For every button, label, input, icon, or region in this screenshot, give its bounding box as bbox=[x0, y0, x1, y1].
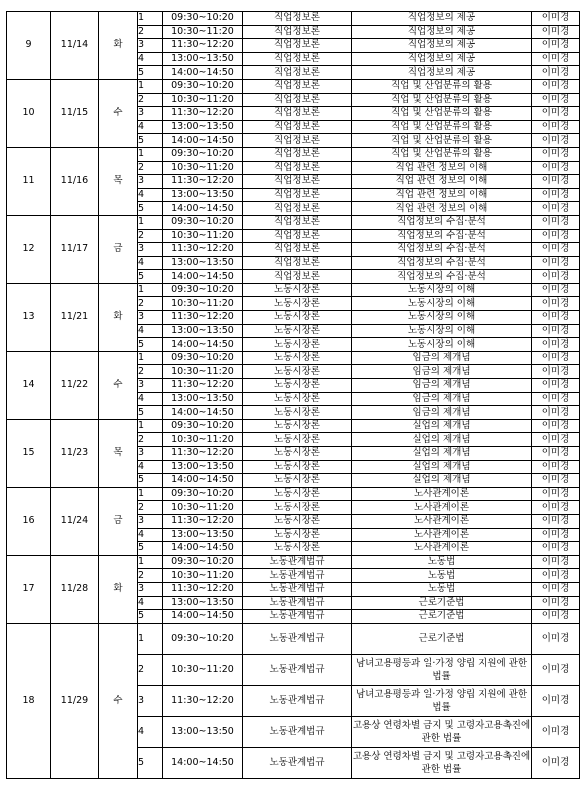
lesson-topic: 실업의 제개념 bbox=[352, 474, 532, 488]
lesson-topic: 직업 및 산업분류의 활용 bbox=[352, 147, 532, 161]
lesson-topic: 직업정보의 수집·분석 bbox=[352, 229, 532, 243]
instructor-name: 이미경 bbox=[532, 528, 580, 542]
lesson-topic: 노사관계이론 bbox=[352, 487, 532, 501]
instructor-name: 이미경 bbox=[532, 175, 580, 189]
lesson-topic: 노사관계이론 bbox=[352, 542, 532, 556]
instructor-name: 이미경 bbox=[532, 25, 580, 39]
subject-name: 노동관계법규 bbox=[243, 610, 352, 624]
instructor-name: 이미경 bbox=[532, 392, 580, 406]
period-number: 4 bbox=[138, 324, 163, 338]
table-row bbox=[7, 555, 580, 569]
period-number: 1 bbox=[138, 12, 163, 26]
period-number: 2 bbox=[138, 433, 163, 447]
lesson-topic: 직업 및 산업분류의 활용 bbox=[352, 107, 532, 121]
lesson-topic: 노동시장의 이해 bbox=[352, 311, 532, 325]
instructor-name: 이미경 bbox=[532, 202, 580, 216]
period-number: 5 bbox=[138, 474, 163, 488]
time-range: 10:30~11:20 bbox=[163, 365, 243, 379]
instructor-name: 이미경 bbox=[532, 542, 580, 556]
subject-name: 노동관계법규 bbox=[243, 596, 352, 610]
lesson-topic: 직업 관련 정보의 이해 bbox=[352, 161, 532, 175]
period-number: 1 bbox=[138, 419, 163, 433]
instructor-name: 이미경 bbox=[532, 39, 580, 53]
instructor-name: 이미경 bbox=[532, 311, 580, 325]
time-range: 09:30~10:20 bbox=[163, 623, 243, 654]
time-range: 09:30~10:20 bbox=[163, 487, 243, 501]
instructor-name: 이미경 bbox=[532, 107, 580, 121]
period-number: 3 bbox=[138, 107, 163, 121]
session-number: 18 bbox=[7, 623, 51, 778]
instructor-name: 이미경 bbox=[532, 514, 580, 528]
lesson-topic: 임금의 제개념 bbox=[352, 365, 532, 379]
subject-name: 노동시장론 bbox=[243, 392, 352, 406]
instructor-name: 이미경 bbox=[532, 147, 580, 161]
period-number: 2 bbox=[138, 654, 163, 685]
time-range: 13:00~13:50 bbox=[163, 256, 243, 270]
subject-name: 직업정보론 bbox=[243, 120, 352, 134]
time-range: 10:30~11:20 bbox=[163, 161, 243, 175]
subject-name: 노동시장론 bbox=[243, 528, 352, 542]
subject-name: 직업정보론 bbox=[243, 52, 352, 66]
lesson-topic: 실업의 제개념 bbox=[352, 419, 532, 433]
lesson-topic: 노동시장의 이해 bbox=[352, 283, 532, 297]
time-range: 14:00~14:50 bbox=[163, 474, 243, 488]
subject-name: 노동시장론 bbox=[243, 419, 352, 433]
session-date: 11/17 bbox=[51, 215, 99, 283]
subject-name: 노동관계법규 bbox=[243, 582, 352, 596]
session-number: 11 bbox=[7, 147, 51, 215]
instructor-name: 이미경 bbox=[532, 338, 580, 352]
period-number: 5 bbox=[138, 747, 163, 778]
subject-name: 직업정보론 bbox=[243, 161, 352, 175]
subject-name: 직업정보론 bbox=[243, 215, 352, 229]
instructor-name: 이미경 bbox=[532, 365, 580, 379]
subject-name: 노동시장론 bbox=[243, 338, 352, 352]
table-row bbox=[7, 487, 580, 501]
subject-name: 노동관계법규 bbox=[243, 685, 352, 716]
time-range: 13:00~13:50 bbox=[163, 460, 243, 474]
subject-name: 노동시장론 bbox=[243, 474, 352, 488]
instructor-name: 이미경 bbox=[532, 79, 580, 93]
subject-name: 직업정보론 bbox=[243, 107, 352, 121]
time-range: 09:30~10:20 bbox=[163, 12, 243, 26]
lesson-topic: 직업 및 산업분류의 활용 bbox=[352, 93, 532, 107]
session-weekday: 화 bbox=[99, 555, 138, 623]
period-number: 2 bbox=[138, 297, 163, 311]
schedule-table bbox=[6, 11, 580, 779]
instructor-name: 이미경 bbox=[532, 406, 580, 420]
period-number: 2 bbox=[138, 93, 163, 107]
time-range: 13:00~13:50 bbox=[163, 120, 243, 134]
instructor-name: 이미경 bbox=[532, 379, 580, 393]
session-date: 11/21 bbox=[51, 283, 99, 351]
time-range: 09:30~10:20 bbox=[163, 351, 243, 365]
lesson-topic: 근로기준법 bbox=[352, 610, 532, 624]
lesson-topic: 직업정보의 수집·분석 bbox=[352, 243, 532, 257]
instructor-name: 이미경 bbox=[532, 256, 580, 270]
period-number: 5 bbox=[138, 202, 163, 216]
table-row bbox=[7, 79, 580, 93]
subject-name: 노동시장론 bbox=[243, 324, 352, 338]
instructor-name: 이미경 bbox=[532, 297, 580, 311]
period-number: 5 bbox=[138, 406, 163, 420]
instructor-name: 이미경 bbox=[532, 243, 580, 257]
period-number: 1 bbox=[138, 555, 163, 569]
lesson-topic: 노동시장의 이해 bbox=[352, 324, 532, 338]
period-number: 1 bbox=[138, 283, 163, 297]
time-range: 14:00~14:50 bbox=[163, 747, 243, 778]
period-number: 5 bbox=[138, 542, 163, 556]
instructor-name: 이미경 bbox=[532, 654, 580, 685]
time-range: 14:00~14:50 bbox=[163, 270, 243, 284]
lesson-topic: 직업 관련 정보의 이해 bbox=[352, 175, 532, 189]
lesson-topic: 노동법 bbox=[352, 582, 532, 596]
lesson-topic: 임금의 제개념 bbox=[352, 392, 532, 406]
subject-name: 노동관계법규 bbox=[243, 716, 352, 747]
instructor-name: 이미경 bbox=[532, 596, 580, 610]
subject-name: 노동시장론 bbox=[243, 542, 352, 556]
period-number: 4 bbox=[138, 596, 163, 610]
session-weekday: 금 bbox=[99, 215, 138, 283]
subject-name: 노동시장론 bbox=[243, 311, 352, 325]
subject-name: 노동시장론 bbox=[243, 433, 352, 447]
period-number: 3 bbox=[138, 514, 163, 528]
session-date: 11/22 bbox=[51, 351, 99, 419]
period-number: 3 bbox=[138, 311, 163, 325]
subject-name: 직업정보론 bbox=[243, 202, 352, 216]
subject-name: 직업정보론 bbox=[243, 12, 352, 26]
lesson-topic: 직업 및 산업분류의 활용 bbox=[352, 134, 532, 148]
session-weekday: 수 bbox=[99, 351, 138, 419]
session-date: 11/14 bbox=[51, 12, 99, 80]
instructor-name: 이미경 bbox=[532, 270, 580, 284]
instructor-name: 이미경 bbox=[532, 487, 580, 501]
instructor-name: 이미경 bbox=[532, 324, 580, 338]
subject-name: 노동시장론 bbox=[243, 379, 352, 393]
lesson-topic: 노동시장의 이해 bbox=[352, 297, 532, 311]
time-range: 11:30~12:20 bbox=[163, 514, 243, 528]
session-date: 11/28 bbox=[51, 555, 99, 623]
period-number: 1 bbox=[138, 623, 163, 654]
session-number: 14 bbox=[7, 351, 51, 419]
period-number: 3 bbox=[138, 379, 163, 393]
time-range: 13:00~13:50 bbox=[163, 716, 243, 747]
subject-name: 노동시장론 bbox=[243, 487, 352, 501]
table-row bbox=[7, 215, 580, 229]
period-number: 1 bbox=[138, 79, 163, 93]
lesson-topic: 실업의 제개념 bbox=[352, 433, 532, 447]
session-date: 11/16 bbox=[51, 147, 99, 215]
period-number: 2 bbox=[138, 229, 163, 243]
period-number: 4 bbox=[138, 120, 163, 134]
instructor-name: 이미경 bbox=[532, 161, 580, 175]
time-range: 11:30~12:20 bbox=[163, 243, 243, 257]
lesson-topic: 직업정보의 제공 bbox=[352, 66, 532, 80]
subject-name: 직업정보론 bbox=[243, 79, 352, 93]
instructor-name: 이미경 bbox=[532, 460, 580, 474]
lesson-topic: 직업정보의 수집·분석 bbox=[352, 256, 532, 270]
period-number: 4 bbox=[138, 256, 163, 270]
period-number: 2 bbox=[138, 161, 163, 175]
session-weekday: 목 bbox=[99, 147, 138, 215]
instructor-name: 이미경 bbox=[532, 716, 580, 747]
subject-name: 직업정보론 bbox=[243, 229, 352, 243]
lesson-topic: 남녀고용평등과 일·가정 양립 지원에 관한 법률 bbox=[352, 654, 532, 685]
period-number: 4 bbox=[138, 188, 163, 202]
instructor-name: 이미경 bbox=[532, 120, 580, 134]
instructor-name: 이미경 bbox=[532, 188, 580, 202]
lesson-topic: 노동시장의 이해 bbox=[352, 338, 532, 352]
subject-name: 직업정보론 bbox=[243, 175, 352, 189]
session-date: 11/15 bbox=[51, 79, 99, 147]
subject-name: 직업정보론 bbox=[243, 188, 352, 202]
lesson-topic: 직업정보의 제공 bbox=[352, 12, 532, 26]
time-range: 14:00~14:50 bbox=[163, 66, 243, 80]
session-number: 9 bbox=[7, 12, 51, 80]
session-number: 17 bbox=[7, 555, 51, 623]
lesson-topic: 남녀고용평등과 일·가정 양립 지원에 관한 법률 bbox=[352, 685, 532, 716]
time-range: 11:30~12:20 bbox=[163, 175, 243, 189]
instructor-name: 이미경 bbox=[532, 582, 580, 596]
subject-name: 직업정보론 bbox=[243, 93, 352, 107]
period-number: 3 bbox=[138, 685, 163, 716]
period-number: 2 bbox=[138, 365, 163, 379]
period-number: 4 bbox=[138, 460, 163, 474]
session-weekday: 목 bbox=[99, 419, 138, 487]
period-number: 4 bbox=[138, 52, 163, 66]
lesson-topic: 근로기준법 bbox=[352, 623, 532, 654]
subject-name: 노동시장론 bbox=[243, 365, 352, 379]
lesson-topic: 노사관계이론 bbox=[352, 501, 532, 515]
time-range: 09:30~10:20 bbox=[163, 419, 243, 433]
period-number: 5 bbox=[138, 66, 163, 80]
subject-name: 노동시장론 bbox=[243, 501, 352, 515]
instructor-name: 이미경 bbox=[532, 474, 580, 488]
time-range: 09:30~10:20 bbox=[163, 283, 243, 297]
instructor-name: 이미경 bbox=[532, 351, 580, 365]
time-range: 14:00~14:50 bbox=[163, 406, 243, 420]
time-range: 14:00~14:50 bbox=[163, 202, 243, 216]
time-range: 13:00~13:50 bbox=[163, 52, 243, 66]
instructor-name: 이미경 bbox=[532, 12, 580, 26]
period-number: 2 bbox=[138, 25, 163, 39]
subject-name: 직업정보론 bbox=[243, 25, 352, 39]
lesson-topic: 임금의 제개념 bbox=[352, 406, 532, 420]
lesson-topic: 임금의 제개념 bbox=[352, 379, 532, 393]
table-row bbox=[7, 351, 580, 365]
lesson-topic: 실업의 제개념 bbox=[352, 447, 532, 461]
session-date: 11/24 bbox=[51, 487, 99, 555]
subject-name: 직업정보론 bbox=[243, 270, 352, 284]
lesson-topic: 직업정보의 제공 bbox=[352, 39, 532, 53]
time-range: 10:30~11:20 bbox=[163, 501, 243, 515]
time-range: 11:30~12:20 bbox=[163, 582, 243, 596]
lesson-topic: 직업 및 산업분류의 활용 bbox=[352, 79, 532, 93]
subject-name: 직업정보론 bbox=[243, 39, 352, 53]
time-range: 11:30~12:20 bbox=[163, 107, 243, 121]
lesson-topic: 직업 관련 정보의 이해 bbox=[352, 188, 532, 202]
session-date: 11/29 bbox=[51, 623, 99, 778]
lesson-topic: 근로기준법 bbox=[352, 596, 532, 610]
period-number: 3 bbox=[138, 447, 163, 461]
time-range: 11:30~12:20 bbox=[163, 379, 243, 393]
time-range: 13:00~13:50 bbox=[163, 596, 243, 610]
session-date: 11/23 bbox=[51, 419, 99, 487]
period-number: 3 bbox=[138, 175, 163, 189]
lesson-topic: 실업의 제개념 bbox=[352, 460, 532, 474]
period-number: 4 bbox=[138, 716, 163, 747]
table-row bbox=[7, 283, 580, 297]
time-range: 10:30~11:20 bbox=[163, 433, 243, 447]
time-range: 10:30~11:20 bbox=[163, 25, 243, 39]
period-number: 5 bbox=[138, 134, 163, 148]
period-number: 2 bbox=[138, 501, 163, 515]
time-range: 13:00~13:50 bbox=[163, 188, 243, 202]
period-number: 5 bbox=[138, 610, 163, 624]
time-range: 11:30~12:20 bbox=[163, 447, 243, 461]
subject-name: 노동시장론 bbox=[243, 514, 352, 528]
time-range: 14:00~14:50 bbox=[163, 610, 243, 624]
period-number: 1 bbox=[138, 147, 163, 161]
instructor-name: 이미경 bbox=[532, 623, 580, 654]
instructor-name: 이미경 bbox=[532, 134, 580, 148]
subject-name: 직업정보론 bbox=[243, 134, 352, 148]
period-number: 1 bbox=[138, 351, 163, 365]
lesson-topic: 노사관계이론 bbox=[352, 514, 532, 528]
time-range: 09:30~10:20 bbox=[163, 147, 243, 161]
time-range: 13:00~13:50 bbox=[163, 392, 243, 406]
table-row bbox=[7, 12, 580, 26]
instructor-name: 이미경 bbox=[532, 283, 580, 297]
time-range: 11:30~12:20 bbox=[163, 685, 243, 716]
subject-name: 노동시장론 bbox=[243, 406, 352, 420]
time-range: 14:00~14:50 bbox=[163, 134, 243, 148]
time-range: 10:30~11:20 bbox=[163, 93, 243, 107]
table-row bbox=[7, 623, 580, 654]
subject-name: 노동시장론 bbox=[243, 460, 352, 474]
instructor-name: 이미경 bbox=[532, 93, 580, 107]
subject-name: 직업정보론 bbox=[243, 147, 352, 161]
lesson-topic: 직업 및 산업분류의 활용 bbox=[352, 120, 532, 134]
subject-name: 노동관계법규 bbox=[243, 654, 352, 685]
subject-name: 직업정보론 bbox=[243, 256, 352, 270]
instructor-name: 이미경 bbox=[532, 747, 580, 778]
lesson-topic: 고용상 연령차별 금지 및 고령자고용촉진에 관한 법률 bbox=[352, 716, 532, 747]
session-weekday: 수 bbox=[99, 79, 138, 147]
time-range: 09:30~10:20 bbox=[163, 555, 243, 569]
lesson-topic: 직업 관련 정보의 이해 bbox=[352, 202, 532, 216]
instructor-name: 이미경 bbox=[532, 229, 580, 243]
schedule-body bbox=[7, 12, 580, 779]
time-range: 10:30~11:20 bbox=[163, 297, 243, 311]
subject-name: 직업정보론 bbox=[243, 66, 352, 80]
subject-name: 노동관계법규 bbox=[243, 623, 352, 654]
instructor-name: 이미경 bbox=[532, 66, 580, 80]
instructor-name: 이미경 bbox=[532, 419, 580, 433]
session-number: 10 bbox=[7, 79, 51, 147]
session-number: 15 bbox=[7, 419, 51, 487]
period-number: 1 bbox=[138, 215, 163, 229]
session-weekday: 수 bbox=[99, 623, 138, 778]
time-range: 14:00~14:50 bbox=[163, 542, 243, 556]
period-number: 3 bbox=[138, 243, 163, 257]
session-weekday: 화 bbox=[99, 283, 138, 351]
session-number: 12 bbox=[7, 215, 51, 283]
time-range: 11:30~12:20 bbox=[163, 311, 243, 325]
lesson-topic: 노사관계이론 bbox=[352, 528, 532, 542]
lesson-topic: 노동법 bbox=[352, 555, 532, 569]
period-number: 3 bbox=[138, 39, 163, 53]
time-range: 10:30~11:20 bbox=[163, 654, 243, 685]
subject-name: 노동관계법규 bbox=[243, 747, 352, 778]
lesson-topic: 노동법 bbox=[352, 569, 532, 583]
time-range: 14:00~14:50 bbox=[163, 338, 243, 352]
time-range: 13:00~13:50 bbox=[163, 528, 243, 542]
time-range: 13:00~13:50 bbox=[163, 324, 243, 338]
subject-name: 노동시장론 bbox=[243, 351, 352, 365]
period-number: 3 bbox=[138, 582, 163, 596]
lesson-topic: 고용상 연령차별 금지 및 고령자고용촉진에 관한 법률 bbox=[352, 747, 532, 778]
period-number: 5 bbox=[138, 270, 163, 284]
period-number: 5 bbox=[138, 338, 163, 352]
lesson-topic: 임금의 제개념 bbox=[352, 351, 532, 365]
instructor-name: 이미경 bbox=[532, 685, 580, 716]
subject-name: 노동시장론 bbox=[243, 447, 352, 461]
instructor-name: 이미경 bbox=[532, 52, 580, 66]
time-range: 10:30~11:20 bbox=[163, 229, 243, 243]
subject-name: 노동시장론 bbox=[243, 283, 352, 297]
table-row bbox=[7, 419, 580, 433]
subject-name: 노동시장론 bbox=[243, 297, 352, 311]
subject-name: 노동관계법규 bbox=[243, 555, 352, 569]
instructor-name: 이미경 bbox=[532, 433, 580, 447]
subject-name: 직업정보론 bbox=[243, 243, 352, 257]
time-range: 11:30~12:20 bbox=[163, 39, 243, 53]
lesson-topic: 직업정보의 제공 bbox=[352, 52, 532, 66]
time-range: 10:30~11:20 bbox=[163, 569, 243, 583]
time-range: 09:30~10:20 bbox=[163, 215, 243, 229]
instructor-name: 이미경 bbox=[532, 569, 580, 583]
period-number: 1 bbox=[138, 487, 163, 501]
lesson-topic: 직업정보의 제공 bbox=[352, 25, 532, 39]
table-row bbox=[7, 147, 580, 161]
lesson-topic: 직업정보의 수집·분석 bbox=[352, 215, 532, 229]
instructor-name: 이미경 bbox=[532, 447, 580, 461]
session-weekday: 금 bbox=[99, 487, 138, 555]
instructor-name: 이미경 bbox=[532, 501, 580, 515]
session-number: 13 bbox=[7, 283, 51, 351]
period-number: 4 bbox=[138, 528, 163, 542]
instructor-name: 이미경 bbox=[532, 215, 580, 229]
instructor-name: 이미경 bbox=[532, 555, 580, 569]
lesson-topic: 직업정보의 수집·분석 bbox=[352, 270, 532, 284]
time-range: 09:30~10:20 bbox=[163, 79, 243, 93]
session-weekday: 화 bbox=[99, 12, 138, 80]
period-number: 4 bbox=[138, 392, 163, 406]
instructor-name: 이미경 bbox=[532, 610, 580, 624]
subject-name: 노동관계법규 bbox=[243, 569, 352, 583]
session-number: 16 bbox=[7, 487, 51, 555]
period-number: 2 bbox=[138, 569, 163, 583]
